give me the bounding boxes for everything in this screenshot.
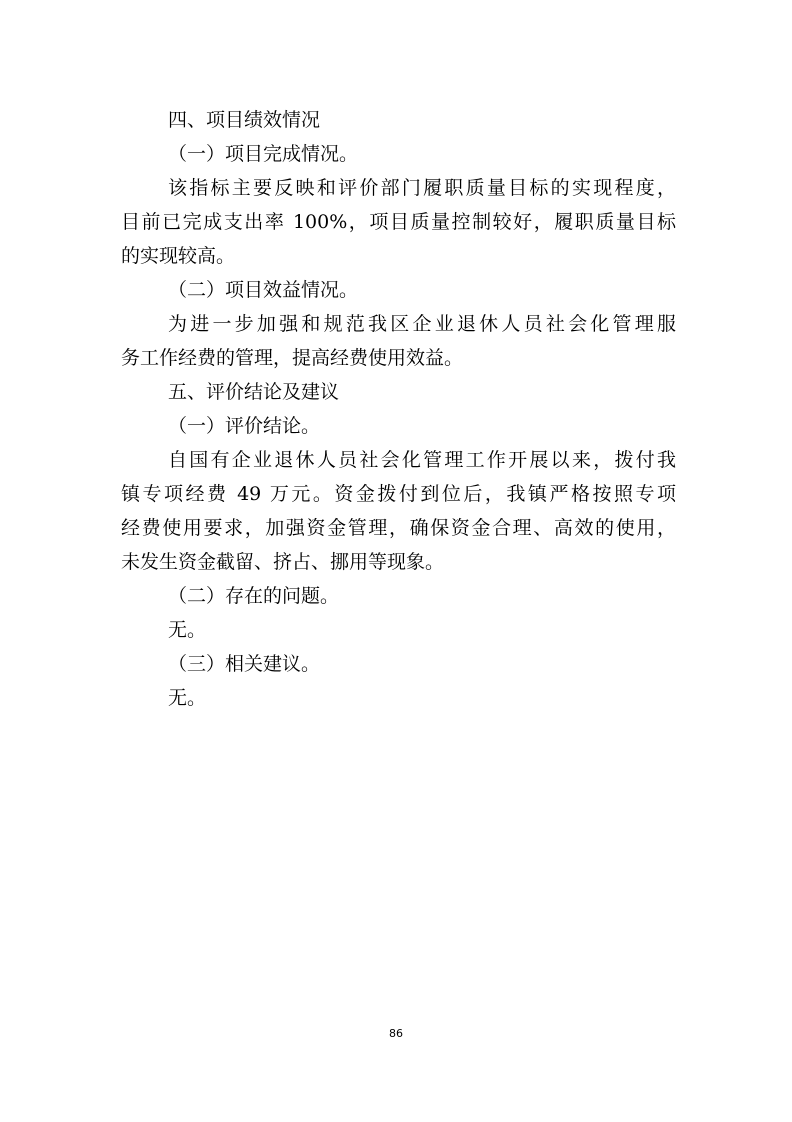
- paragraph-line: 为进一步加强和规范我区企业退休人员社会化管理服: [168, 313, 676, 335]
- paragraph-line: 务工作经费的管理，提高经费使用效益。: [121, 347, 464, 369]
- paragraph-line: 无。: [168, 687, 207, 709]
- paragraph-line: 未发生资金截留、挤占、挪用等现象。: [121, 551, 445, 573]
- document-body: [121, 103, 676, 715]
- paragraph-line: 无。: [168, 619, 207, 641]
- paragraph-line: 目前已完成支出率 100%，项目质量控制较好，履职质量目标: [121, 211, 676, 233]
- section-heading-performance: 四、项目绩效情况: [168, 109, 321, 131]
- subheading-suggestions: （三）相关建议。: [168, 653, 321, 675]
- paragraph-line: 镇专项经费 49 万元。资金拨付到位后，我镇严格按照专项: [121, 483, 676, 505]
- paragraph-line: 经费使用要求，加强资金管理，确保资金合理、高效的使用，: [121, 517, 676, 539]
- subheading-completion: （一）项目完成情况。: [168, 143, 359, 165]
- paragraph-line: 该指标主要反映和评价部门履职质量目标的实现程度，: [168, 177, 676, 199]
- paragraph-line: 自国有企业退休人员社会化管理工作开展以来，拨付我: [168, 449, 676, 471]
- page-number: 86: [389, 1027, 403, 1040]
- subheading-problems: （二）存在的问题。: [168, 585, 340, 607]
- subheading-evaluation-conclusion: （一）评价结论。: [168, 415, 321, 437]
- subheading-benefit: （二）项目效益情况。: [168, 279, 359, 301]
- paragraph-line: 的实现较高。: [121, 245, 236, 267]
- section-heading-conclusion: 五、评价结论及建议: [168, 381, 340, 403]
